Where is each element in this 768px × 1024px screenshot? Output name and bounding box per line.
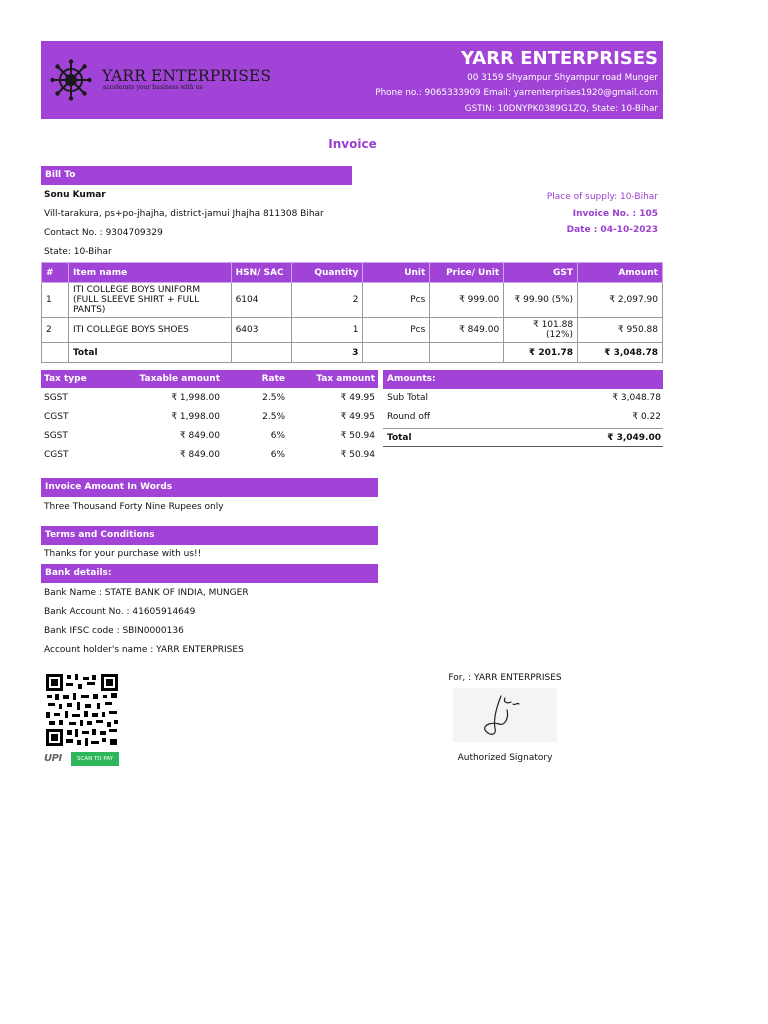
terms-text: Thanks for your purchase with us!! [44,549,202,559]
upi-logo: UPI [44,753,62,764]
table-row [42,318,663,343]
col-header: Tax type [41,370,111,388]
total-amount: ₹ 3,048.78 [578,343,663,363]
customer-contact: Contact No. : 9304709329 [44,228,163,238]
table-row [41,426,378,445]
ship-wheel-logo-icon [50,59,92,101]
tax-table [41,370,378,464]
table-cell: ₹ 1,998.00 [171,392,220,403]
bank-details-header: Bank details: [41,564,378,583]
sub-total-row [383,389,663,408]
customer-state: State: 10-Bihar [44,247,112,257]
table-cell: ₹ 1,998.00 [171,411,220,422]
company-address: 00 3159 Shyampur Shyampur road Munger [467,73,658,83]
table-cell: 6% [270,430,285,441]
table-cell: 2 [292,283,363,318]
col-header: # [42,263,69,283]
sub-total-label: Sub Total [387,393,429,403]
table-cell: ITI COLLEGE BOYS SHOES [68,318,231,343]
table-cell: Pcs [363,283,430,318]
table-cell: 6403 [231,318,292,343]
account-holder: Account holder's name : YARR ENTERPRISES [44,645,244,655]
signature-image [453,688,557,742]
col-header: Rate [223,370,288,388]
items-table [41,262,663,363]
col-header: HSN/ SAC [231,263,292,283]
bill-to-header: Bill To [41,166,352,185]
table-cell: 1 [292,318,363,343]
upi-qr-code [45,673,119,747]
table-row [41,407,378,426]
col-header: Price/ Unit [430,263,504,283]
table-cell: CGST [44,449,69,460]
bank-account: Bank Account No. : 41605914649 [44,607,196,617]
table-cell [231,343,292,363]
table-cell: ₹ 49.95 [340,411,375,422]
grand-total-label: Total [387,433,412,443]
customer-name: Sonu Kumar [44,190,106,200]
amount-in-words: Three Thousand Forty Nine Rupees only [44,502,224,512]
col-header: Amount [578,263,663,283]
signature-for-label: For, : YARR ENTERPRISES [448,673,562,683]
table-cell: ₹ 999.00 [430,283,504,318]
table-cell: ₹ 849.00 [179,449,220,460]
col-header: GST [504,263,578,283]
amount-in-words-header: Invoice Amount In Words [41,478,378,497]
table-cell: ₹ 849.00 [430,318,504,343]
logo-wordmark: YARR ENTERPRISES [102,67,272,85]
customer-address: Vill-tarakura, ps+po-jhajha, district-jamui Jhajha 811308 Bihar [44,209,324,219]
table-cell: ₹ 50.94 [340,449,375,460]
round-off-label: Round off [387,412,431,422]
table-cell: ₹ 950.88 [578,318,663,343]
round-off-value: ₹ 0.22 [632,412,661,422]
table-cell: Pcs [363,318,430,343]
table-cell: CGST [44,411,69,422]
total-gst: ₹ 201.78 [504,343,578,363]
table-row [41,388,378,407]
place-of-supply: Place of supply: 10-Bihar [546,192,658,202]
table-cell: ₹ 50.94 [340,430,375,441]
table-total-row [42,343,663,363]
table-cell: ₹ 99.90 (5%) [504,283,578,318]
table-row [41,445,378,464]
total-label: Total [68,343,231,363]
grand-total-value: ₹ 3,049.00 [607,433,661,443]
table-cell [42,343,69,363]
terms-header: Terms and Conditions [41,526,378,545]
round-off-row [383,408,663,427]
table-cell: ₹ 849.00 [179,430,220,441]
grand-total-row [383,428,663,447]
items-header-row [42,263,663,283]
table-cell: 6104 [231,283,292,318]
invoice-title: Invoice [328,137,377,151]
table-cell: SGST [44,392,68,403]
table-cell: ITI COLLEGE BOYS UNIFORM (FULL SLEEVE SHIRT + FULL PANTS) [68,283,231,318]
col-header: Unit [363,263,430,283]
scan-to-pay-badge: SCAN TO PAY [71,752,119,766]
company-gstin: GSTIN: 10DNYPK0389G1ZQ, State: 10-Bihar [464,104,658,114]
tax-header-row [41,370,378,388]
col-header: Taxable amount [111,370,223,388]
authorized-signatory-label: Authorized Signatory [457,753,553,763]
company-contact: Phone no.: 9065333909 Email: yarrenterprises1920@gmail.com [375,88,658,98]
table-cell: ₹ 49.95 [340,392,375,403]
bank-ifsc: Bank IFSC code : SBIN0000136 [44,626,184,636]
invoice-date: Date : 04-10-2023 [566,225,658,235]
logo-tagline: accelerate your business with us [103,84,203,91]
table-cell: 2.5% [262,411,285,422]
sub-total-value: ₹ 3,048.78 [612,393,661,403]
table-cell: SGST [44,430,68,441]
invoice-number: Invoice No. : 105 [572,209,658,219]
table-cell [363,343,430,363]
table-cell [430,343,504,363]
table-row [42,283,663,318]
table-cell: ₹ 2,097.90 [578,283,663,318]
col-header: Tax amount [288,370,378,388]
amounts-header: Amounts: [383,370,663,389]
bank-name: Bank Name : STATE BANK OF INDIA, MUNGER [44,588,249,598]
col-header: Quantity [292,263,363,283]
table-cell: 2 [42,318,69,343]
company-name: YARR ENTERPRISES [461,48,658,69]
total-quantity: 3 [292,343,363,363]
table-cell: 2.5% [262,392,285,403]
table-cell: ₹ 101.88 (12%) [504,318,578,343]
table-cell: 6% [270,449,285,460]
col-header: Item name [68,263,231,283]
table-cell: 1 [42,283,69,318]
